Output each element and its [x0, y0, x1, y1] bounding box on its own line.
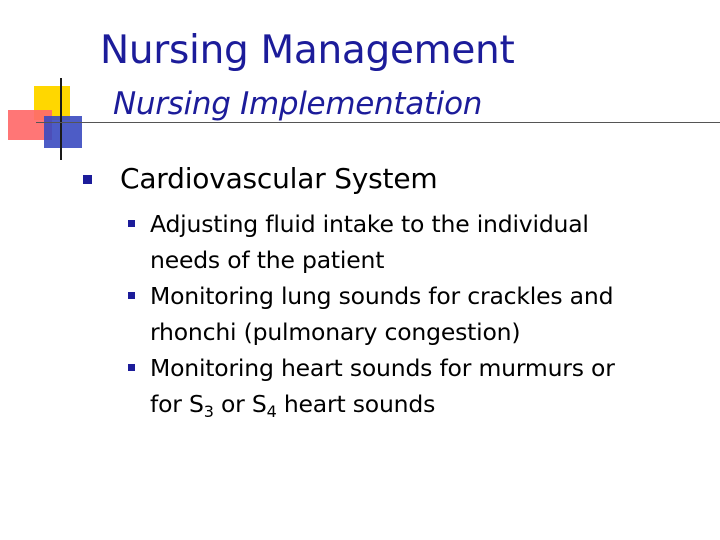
- list-item: [126, 206, 686, 278]
- list-item-line: rhonchi (pulmonary congestion): [150, 318, 521, 346]
- subscript-4: 4: [266, 402, 277, 421]
- main-bullet: [83, 162, 437, 195]
- list-item: [126, 278, 686, 350]
- square-bullet-icon: [128, 292, 135, 299]
- square-bullet-icon: [83, 175, 92, 184]
- list-item-line: [150, 386, 686, 430]
- text-fragment: for S: [150, 390, 204, 418]
- list-item: [126, 350, 686, 430]
- square-bullet-icon: [128, 220, 135, 227]
- text-fragment: heart sounds: [276, 390, 436, 418]
- decorative-horizontal-line: [36, 122, 720, 123]
- main-bullet-text: Cardiovascular System: [120, 162, 438, 195]
- list-item-line: needs of the patient: [150, 246, 385, 274]
- sub-bullet-list: [126, 206, 686, 430]
- list-item-line: Monitoring lung sounds for crackles and: [150, 282, 614, 310]
- subscript-3: 3: [203, 402, 214, 421]
- list-item-line: Adjusting fluid intake to the individual: [150, 210, 589, 238]
- decorative-vertical-line: [60, 78, 62, 160]
- slide-subtitle: Nursing Implementation: [113, 86, 483, 122]
- list-item-line: Monitoring heart sounds for murmurs or: [150, 354, 615, 382]
- text-fragment: or S: [213, 390, 267, 418]
- square-bullet-icon: [128, 364, 135, 371]
- decorative-square-blue: [44, 116, 82, 148]
- slide-title: Nursing Management: [100, 28, 515, 73]
